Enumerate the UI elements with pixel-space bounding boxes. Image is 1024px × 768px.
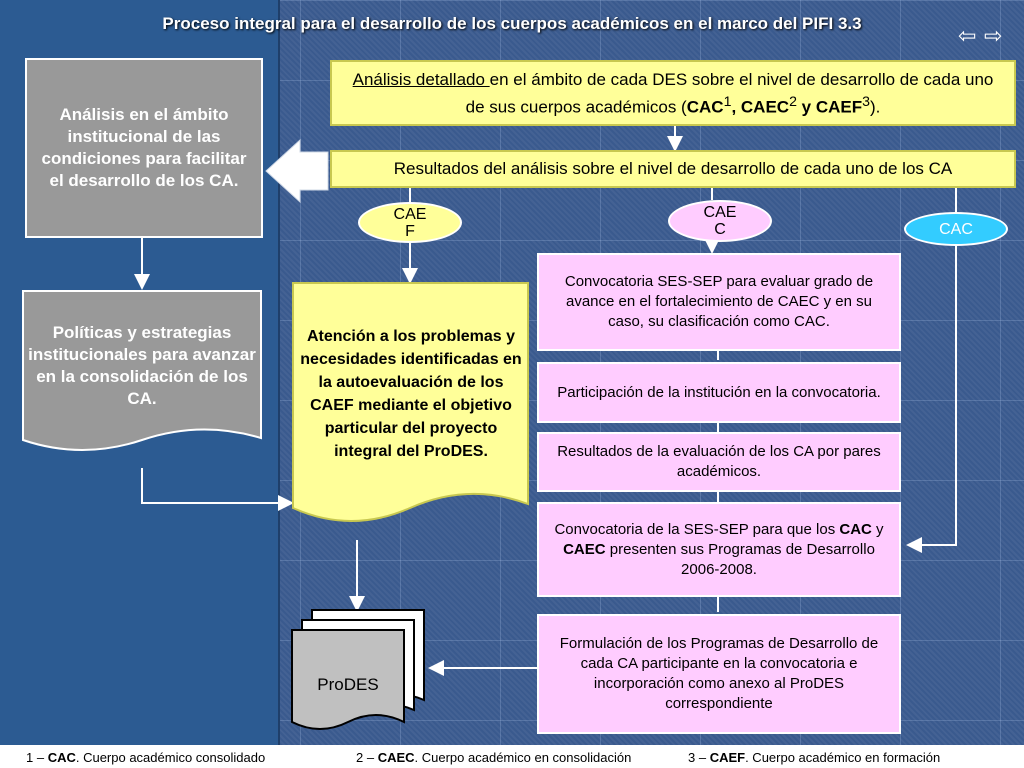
caef-label: y CAEF bbox=[796, 97, 863, 117]
results-analysis-text: Resultados del análisis sobre el nivel de desarrollo de cada uno de los CA bbox=[393, 159, 953, 178]
caec-oval-label: CAE C bbox=[703, 204, 737, 238]
nav-next-icon[interactable]: ⇨ bbox=[984, 23, 1003, 48]
cac-oval bbox=[904, 212, 1008, 246]
step4-part-a: Convocatoria de la SES-SEP para que los bbox=[554, 520, 840, 538]
step2-text: Participación de la institución en la convocatoria. bbox=[557, 383, 881, 401]
footnote-2 bbox=[356, 750, 631, 765]
prodes-label-box bbox=[292, 665, 404, 705]
fn2-text: . Cuerpo académico en consolidación bbox=[414, 750, 632, 765]
cac-label: CAC bbox=[686, 97, 724, 117]
results-analysis-box bbox=[330, 150, 1016, 188]
footnote-ref-1: 1 bbox=[723, 93, 732, 110]
fn3-prefix: 3 – bbox=[688, 750, 710, 765]
attention-text: Atención a los problemas y necesidades identificadas en la autoevaluación de los CAEF mediante el objetivo particular del proyecto integral del ProDES. bbox=[300, 328, 522, 460]
step-convocatoria-evaluacion bbox=[537, 253, 901, 351]
nav-prev-icon[interactable]: ⇦ bbox=[958, 23, 977, 48]
caef-oval bbox=[358, 202, 462, 243]
caef-oval-label: CAE F bbox=[393, 205, 427, 240]
caec-label: , CAEC bbox=[731, 97, 790, 117]
step4-conj: y bbox=[871, 520, 884, 538]
footnote-ref-2: 2 bbox=[789, 93, 797, 110]
fn1-term: CAC bbox=[47, 750, 76, 765]
step4-cac: CAC bbox=[839, 520, 872, 538]
step4-caec: CAEC bbox=[563, 540, 606, 558]
step4-text bbox=[549, 520, 889, 580]
step-formulacion bbox=[537, 614, 901, 734]
fn3-text: . Cuerpo académico en formación bbox=[745, 750, 941, 765]
step-resultados-evaluacion bbox=[537, 432, 901, 492]
detailed-analysis-end: ). bbox=[870, 97, 881, 117]
footnote-1 bbox=[26, 750, 265, 765]
attention-box bbox=[300, 288, 522, 500]
step-participacion bbox=[537, 362, 901, 423]
detailed-analysis-box bbox=[330, 60, 1016, 126]
prodes-label: ProDES bbox=[317, 675, 379, 694]
institutional-analysis-text: Análisis en el ámbito institucional de las condiciones para facilitar el desarrollo de los CA. bbox=[41, 105, 247, 190]
fn2-prefix: 2 – bbox=[356, 750, 378, 765]
footnote-ref-3: 3 bbox=[862, 93, 870, 110]
detailed-analysis-body: en el ámbito de cada DES sobre el nivel de desarrollo de cada uno de sus cuerpos académicos ( bbox=[465, 69, 994, 117]
fn2-term: CAEC bbox=[377, 750, 415, 765]
policies-text: Políticas y estrategias institucionales para avanzar en la consolidación de los CA. bbox=[28, 323, 256, 408]
slide-title: Proceso integral para el desarrollo de los cuerpos académicos en el marco del PIFI 3.3 bbox=[162, 14, 862, 33]
step3-text: Resultados de la evaluación de los CA por pares académicos. bbox=[557, 443, 881, 480]
footnotes bbox=[0, 748, 1024, 768]
caec-oval bbox=[668, 200, 772, 242]
policies-box bbox=[26, 292, 258, 440]
step-convocatoria-programas bbox=[537, 502, 901, 597]
step4-part-b: presenten sus Programas de Desarrollo 2006-2008. bbox=[605, 540, 875, 578]
fn1-text: . Cuerpo académico consolidado bbox=[75, 750, 266, 765]
big-left-arrow bbox=[266, 140, 328, 202]
fn3-term: CAEF bbox=[709, 750, 746, 765]
step5-text: Formulación de los Programas de Desarrollo de cada CA participante en la convocatoria e incorporación como anexo al ProDES correspondiente bbox=[559, 635, 879, 712]
step1-text: Convocatoria SES-SEP para evaluar grado de avance en el fortalecimiento de CAEC y en su caso, su clasificación como CAC. bbox=[564, 273, 874, 330]
cac-oval-label: CAC bbox=[939, 220, 973, 238]
detailed-analysis-text bbox=[346, 68, 1000, 119]
institutional-analysis-box bbox=[25, 58, 263, 238]
detailed-analysis-link: Análisis detallado bbox=[352, 69, 490, 89]
fn1-prefix: 1 – bbox=[26, 750, 48, 765]
footnote-3 bbox=[688, 750, 940, 765]
